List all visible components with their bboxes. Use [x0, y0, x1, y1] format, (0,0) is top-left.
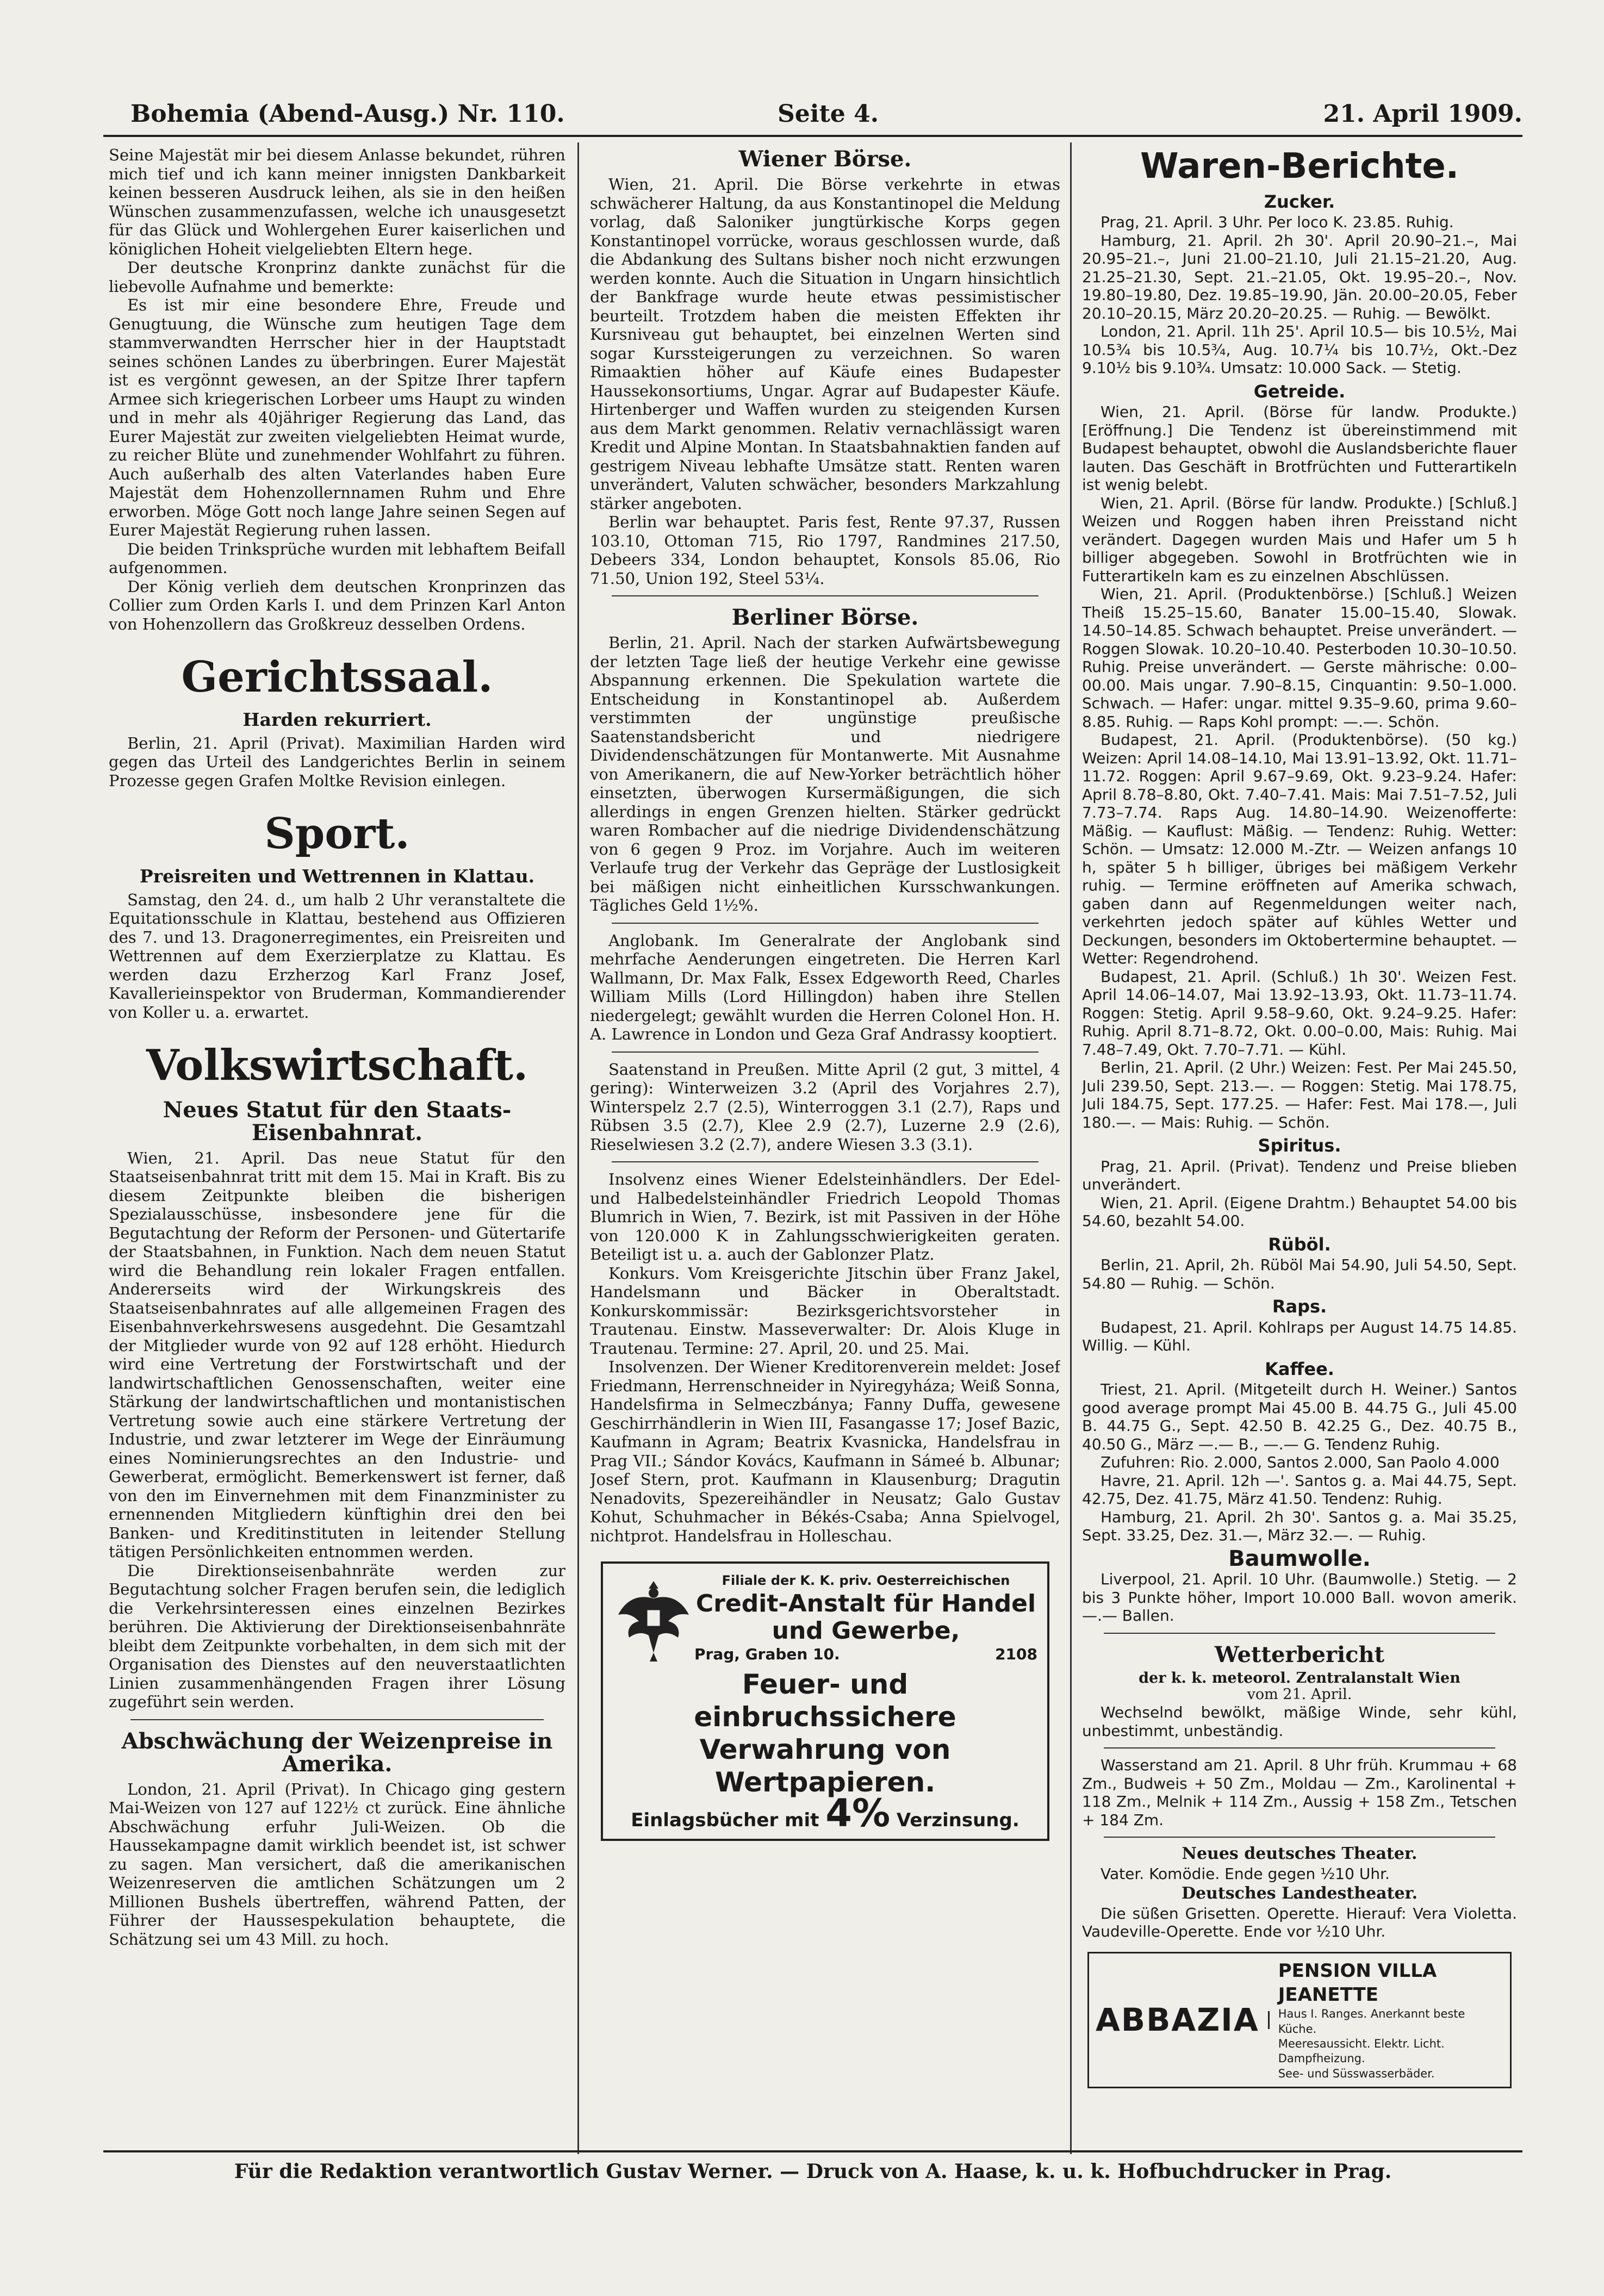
subsection-title-raps: Raps.	[1272, 1296, 1327, 1317]
article-paragraph: Anglobank. Im Generalrate der Anglobank sind mehrfache Aenderungen eingetreten. Die Herren Karl Wallmann, Dr. Max Falk, Essex Edgeworth Reed, Charles William Mills (Lord Hillingdon) haben ihre Stellen niedergelegt; gewählt wurden die Herren Colonel Hon. H. A. Lawrence in London und Geza Graf Andrassy kooptiert.	[590, 931, 1060, 1043]
eagle-emblem-icon	[613, 1571, 694, 1664]
article-paragraph: Wien, 21. April. Die Börse verkehrte in etwas schwächerer Haltung, da aus Konstantinopel die Meldung vorlag, daß Saloniker jungtürkische Korps gegen Konstantinopel vorrücke, woraus geschlossen wurde, daß die Abdankung des Sultans bisher noch nicht erzwungen werden konnte. Auch die Situation in Ungarn hinsichtlich der Bankfrage wurde heute etwas pessimistischer beurteilt. Trotzdem haben die meisten Effekten ihr Kursniveau gut behauptet, bei einzelnen Werten sind sogar Kurssteigerungen zu verzeichnen. So waren Rimaaktien höher auf Käufe eines Budapester Haussekonsortiums, Ungar. Agrar auf Budapester Käufe. Hirtenberger und Waffen wurden zu steigenden Kursen aus dem Markt genommen. Relativ vernachlässigt waren Kredit und Alpine Montan. In Staatsbahnaktien fanden auf gestrigem Niveau lebhafte Umsätze statt. Renten waren unverändert, Valuten schwächer, besonders Markzahlung stärker angeboten.	[590, 175, 1060, 513]
weather-forecast: Wechselnd bewölkt, mäßige Winde, sehr kühl, unbestimmt, unbeständig.	[1082, 1703, 1517, 1740]
subsection-title-baumwolle: Baumwolle.	[1228, 1546, 1371, 1571]
article-headline: Neues Statut für den Staats-Eisenbahnrat.	[163, 1097, 512, 1146]
bank-slogan: Feuer- und einbruchssichere Verwahrung von Wertpapieren.	[694, 1669, 956, 1799]
weather-source: der k. k. meteorol. Zentralanstalt Wien	[1139, 1669, 1460, 1687]
bank-deposit-suffix: Verzinsung.	[896, 1809, 1019, 1832]
column-left	[109, 146, 565, 2114]
article-paragraph: Berlin, 21. April (Privat). Maximilian Harden wird gegen das Urteil des Landgerichtes Berlin in seinem Prozesse gegen Grafen Moltke Revision einlegen.	[109, 733, 565, 790]
theater-program: Vater. Komödie. Ende gegen ½10 Uhr.	[1101, 1864, 1390, 1883]
bank-name: Credit-Anstalt für Handel und Gewerbe,	[695, 1589, 1036, 1645]
subsection-title-kaffee: Kaffee.	[1265, 1358, 1334, 1379]
pension-line: Meeresaussicht. Elektr. Licht. Dampfheizung.	[1278, 2037, 1445, 2065]
abbazia-logo: ABBAZIA	[1096, 2011, 1270, 2030]
theater-title: Deutsches Landestheater.	[1181, 1884, 1418, 1903]
market-report: Berlin, 21. April, 2h. Rüböl Mai 54.90, Juli 54.50, Sept. 54.80 — Ruhig. — Schön.	[1082, 1256, 1517, 1292]
separator-rule	[1104, 1747, 1495, 1749]
article-paragraph: Insolvenzen. Der Wiener Kreditorenverein meldet: Josef Friedmann, Herrenschneider in Nyiregyháza; Weiß Sonna, Handelsfirma in Selmeczbánya; Fanny Duffa, gewesene Geschirrhändlerin in Wien III, Fasangasse 17; Josef Bazic, Kaufmann in Agram; Beatrix Kvasnicka, Handelsfrau in Prag VII.; Sándor Kovács, Kaufmann in Sámeé b. Albunar; Josef Stern, prot. Kaufmann in Klausenburg; Dragutin Nenadovits, Spezereihändler in Neusatz; Galo Gustav Kohut, Schuhmacher in Békés-Csaba; Anna Spielvogel, nichtprot. Handelsfrau in Holleschau.	[590, 1358, 1060, 1545]
theater-title: Neues deutsches Theater.	[1182, 1844, 1418, 1864]
pension-line: See- und Süsswasserbäder.	[1278, 2067, 1435, 2080]
market-report: Prag, 21. April. 3 Uhr. Per loco K. 23.85. Ruhig.	[1101, 213, 1454, 232]
column-right	[1082, 146, 1517, 2114]
article-paragraph: Samstag, den 24. d., um halb 2 Uhr veranstaltete die Equitationsschule in Klattau, bestehend aus Offizieren des 7. und 13. Dragonerregimentes, ein Preisreiten und Wettrennen auf dem Exerzierplatze zu Klattau. Es werden dazu Erzherzog Karl Franz Josef, Kavallerieinspektor von Bruderman, Kommandierender von Koller u. a. erwartet.	[109, 890, 565, 1022]
separator-rule	[130, 1719, 544, 1720]
market-report: Triest, 21. April. (Mitgeteilt durch H. Weiner.) Santos good average prompt Mai 45.00 B. 44.75 G., Juli 45.00 B. 44.75 G., Sept. 42.50 B. 42.25 G., Dez. 40.75 B., 40.50 G., März —.— B., —.— G. Tendenz Ruhig.	[1082, 1380, 1517, 1453]
article-paragraph: Der deutsche Kronprinz dankte zunächst für die liebevolle Aufnahme und bemerkte:	[109, 258, 565, 296]
market-report: Wien, 21. April. (Börse für landw. Produkte.) [Schluß.] Weizen und Roggen haben ihren Preisstand nicht verändert. Dagegen wurden Mais und Hafer um 5 h billiger abgegeben. Sowohl in Brotfrüchten wie in Futterartikeln kam es zu einzelnen Abschlüssen.	[1082, 494, 1517, 585]
separator-rule	[612, 595, 1039, 596]
article-headline: Harden rekurriert.	[243, 708, 432, 730]
article-paragraph: Es ist mir eine besondere Ehre, Freude und Genugtuung, die Wünsche zum heutigen Tage dem stammverwandten Herrscher hier in der Hauptstadt seines schönen Landes zu überbringen. Eurer Majestät ist es vergönnt gewesen, an der Spitze Ihrer tapfern Armee sich kriegerischen Lorbeer ums Haupt zu winden und in mehr als 40jähriger Regierung das Land, das Eurer Majestät zur zweiten vielgeliebten Heimat wurde, zu reicher Blüte und zunehmender Wohlfahrt zu führen. Auch außerhalb des alten Vaterlandes haben Eure Majestät dem Hohenzollernnamen Ruhm und Ehre erworben. Möge Gott noch lange Jahre seinen Segen auf Eurer Majestät Regierung ruhen lassen.	[109, 296, 565, 539]
article-paragraph: Seine Majestät mir bei diesem Anlasse bekundet, rühren mich tief und ich kann meiner innigsten Dankbarkeit keinen besseren Ausdruck leihen, als sie in den heißen Wünschen zusammenzufassen, welche ich unausgesetzt für das Glück und Wohlergehen Eurer kaiserlichen und königlichen Hoheit vielgeliebten Eltern hege.	[109, 146, 565, 258]
pension-name: PENSION VILLA JEANETTE	[1278, 1959, 1437, 2006]
market-report: Hamburg, 21. April. 2h 30'. Santos g. a. Mai 35.25, Sept. 33.25, Dez. 31.—, März 32.—. — Ruhig.	[1082, 1508, 1517, 1545]
market-report: Budapest, 21. April. (Produktenbörse). (50 kg.) Weizen: April 14.08–14.10, Mai 13.91–13.92, Okt. 11.71–11.72. Roggen: April 9.67–9.69, Okt. 9.23–9.24. Hafer: April 8.78–8.80, Okt. 7.40–7.41. Mais: Mai 7.51–7.52, Juli 7.73–7.74. Raps Aug. 14.80–14.90. Weizenofferte: Mäßig. — Kauflust: Mäßig. — Tendenz: Ruhig. Wetter: Schön. — Umsatz: 12.000 M.-Ztr. — Weizen anfangs 10 h, später 5 h billiger, übriges bei mäßigem Verkehr ruhig. — Termine eröffneten auf Amerika schwach, gaben dann auf Regenmeldungen weiter nach, verkehrten jedoch später auf kühles Wetter und Deckungen, besonders im Oktobertermine behauptet. — Wetter: Regendrohend.	[1082, 731, 1517, 968]
subsection-title-getreide: Getreide.	[1253, 381, 1346, 402]
separator-rule	[1104, 1633, 1495, 1634]
bank-interest-rate: 4%	[825, 1791, 891, 1836]
market-report: Berlin, 21. April. (2 Uhr.) Weizen: Fest. Per Mai 245.50, Juli 239.50, Sept. 213.—. — Roggen: Stetig. Mai 178.75, Juli 184.75, Sept. 177.25. — Hafer: Fest. Mai 178.—, Juli 180.—. — Mais: Ruhig. — Schön.	[1082, 1059, 1517, 1131]
subsection-title-zucker: Zucker.	[1264, 191, 1335, 212]
article-paragraph: Die Direktionseisenbahnräte werden zur Begutachtung solcher Fragen berufen sein, die lediglich die Verkehrsinteressen eines einzelnen Bezirkes berühren. Die Aktivierung der Direktionseisenbahnräte bleibt dem Zeitpunkte vorbehalten, in dem sich mit der Organisation des Dienstes auf den neuverstaatlichten Linien zusammenhängenden Fragen ihrer Lösung zugeführt sein werden.	[109, 1561, 565, 1712]
subsection-title-rueboel: Rüböl.	[1268, 1234, 1331, 1255]
theater-program: Die süßen Grisetten. Operette. Hierauf: Vera Violetta. Vaudeville-Operette. Ende vor ½10 Uhr.	[1082, 1904, 1517, 1941]
column-divider-1	[577, 142, 579, 2154]
separator-rule	[1104, 1837, 1495, 1838]
column-middle	[590, 146, 1060, 2114]
section-title-waren-berichte: Waren-Berichte.	[1140, 146, 1459, 186]
column-divider-2	[1070, 142, 1072, 2154]
bank-phone: 2108	[995, 1645, 1037, 1663]
market-report: Wien, 21. April. (Börse für landw. Produkte.) [Eröffnung.] Die Tendenz ist übereinstimmend mit Budapest behauptet, obwohl die Auslandsberichte flauer lauten. Das Geschäft in Brotfrüchten und Futterartikeln ist wenig belebt.	[1082, 403, 1517, 494]
bank-address: Prag, Graben 10.	[694, 1645, 840, 1663]
market-report: London, 21. April. 11h 25'. April 10.5— bis 10.5½, Mai 10.5¾ bis 10.5¾, Aug. 10.7¼ bis 10.7½, Okt.-Dez 9.10½ bis 9.10¾. Umsatz: 10.000 Sack. — Stetig.	[1082, 322, 1517, 377]
page-header	[103, 97, 1522, 137]
section-title-wiener-boerse: Wiener Börse.	[738, 146, 912, 172]
article-headline: Preisreiten und Wettrennen in Klattau.	[139, 865, 535, 887]
pension-advertisement	[1087, 1952, 1512, 2088]
separator-rule	[612, 1161, 1039, 1162]
header-page-number: Seite 4.	[778, 100, 879, 128]
market-report: Budapest, 21. April. Kohlraps per August 14.75 14.85. Willig. — Kühl.	[1082, 1318, 1517, 1355]
section-title-sport: Sport.	[264, 809, 410, 859]
article-paragraph: Saatenstand in Preußen. Mitte April (2 gut, 3 mittel, 4 gering): Winterweizen 3.2 (April des Vorjahres 2.7), Winterspelz 2.7 (2.5), Winterroggen 3.1 (2.7), Raps und Rübsen 3.5 (2.7), Klee 2.9 (2.7), Luzerne 2.9 (2.6), Rieselwiesen 3.2 (2.7), andere Wiesen 3.3 (3.1).	[590, 1060, 1060, 1154]
header-issue: Bohemia (Abend-Ausg.) Nr. 110.	[130, 100, 565, 128]
section-title-wetterbericht: Wetterbericht	[1214, 1641, 1385, 1667]
section-title-gerichtssaal: Gerichtssaal.	[181, 652, 493, 702]
pension-line: Haus I. Ranges. Anerkannt beste Küche.	[1278, 2007, 1465, 2036]
subsection-title-spiritus: Spiritus.	[1258, 1135, 1341, 1156]
article-paragraph: London, 21. April (Privat). In Chicago ging gestern Mai-Weizen von 127 auf 122½ ct zurück. Eine ähnliche Abschwächung erfuhr Juli-Weizen. Ob die Haussekampagne damit wirklich beendet ist, ist schwer zu sagen. Man versichert, daß die amerikanischen Weizenreserven die amtlichen Schätzungen um 2 Millionen Bushels übertreffen, während Patten, der Führer der Haussespekulation behauptete, die Schätzung sei um 43 Mill. zu hoch.	[109, 1779, 565, 1949]
section-title-volkswirtschaft: Volkswirtschaft.	[146, 1041, 529, 1091]
market-report: Prag, 21. April. (Privat). Tendenz und Preise blieben unverändert.	[1082, 1157, 1517, 1194]
bank-deposit-label: Einlagsbücher mit	[631, 1809, 819, 1832]
separator-rule	[612, 923, 1039, 924]
article-paragraph: Konkurs. Vom Kreisgerichte Jitschin über Franz Jakel, Handelsmann und Bäcker in Oberaltstadt. Konkurskommissär: Bezirksgerichtsvorsteher in Trautenau. Einstw. Masseverwalter: Dr. Alois Kluge in Trautenau. Termine: 27. April, 20. und 25. Mai.	[590, 1264, 1060, 1358]
bank-branch-label: Filiale der K. K. priv. Oesterreichischen	[722, 1573, 1010, 1588]
market-report: Wien, 21. April. (Produktenbörse.) [Schluß.] Weizen Theiß 15.25–15.60, Banater 15.00–15.40, Slowak. 14.50–14.85. Schwach behauptet. Preise unverändert. — Roggen Slowak. 10.20–10.40. Pesterboden 10.30–10.50. Ruhig. Preise unverändert. — Gerste mährische: 0.00–00.00. Mais ungar. 7.90–8.15, Cinquantin: 9.50–1.000. Schwach. — Hafer: ungar. mittel 9.35–9.60, prima 9.60–8.85. Ruhig. — Raps Kohl prompt: —.—. Schön.	[1082, 585, 1517, 731]
article-paragraph: Insolvenz eines Wiener Edelsteinhändlers. Der Edel- und Halbedelsteinhändler Friedrich Leopold Thomas Blumrich in Wien, 7. Bezirk, ist mit Passiven in der Höhe von 120.000 K in Zahlungsschwierigkeiten geraten. Beteiligt ist u. a. auch der Gablonzer Platz.	[590, 1170, 1060, 1264]
header-date: 21. April 1909.	[1323, 100, 1522, 128]
section-title-berliner-boerse: Berliner Börse.	[731, 605, 919, 630]
article-paragraph: Die beiden Trinksprüche wurden mit lebhaftem Beifall aufgenommen.	[109, 539, 565, 577]
article-paragraph: Berlin war behauptet. Paris fest, Rente 97.37, Russen 103.10, Ottoman 715, Rio 1797, Randmines 217.50, Debeers 334, London behauptet, Konsols 85.06, Rio 71.50, Union 192, Steel 53¼.	[590, 513, 1060, 588]
market-report: Hamburg, 21. April. 2h 30'. April 20.90–21.–, Mai 20.95–21.–, Juni 21.00–21.10, Juli 21.15–21.20, Aug. 21.25–21.30, Sept. 21.–21.05, Okt. 19.95–20.–, Nov. 19.80–19.80, Dez. 19.85–19.90, Jän. 20.00–20.05, Feber 20.10–20.15, März 20.20–20.25. — Ruhig. — Bewölkt.	[1082, 231, 1517, 322]
bank-advertisement	[601, 1561, 1049, 1841]
weather-date: vom 21. April.	[1247, 1686, 1352, 1703]
article-paragraph: Berlin, 21. April. Nach der starken Aufwärtsbewegung der letzten Tage ließ der heutige Verkehr eine gewisse Abspannung erkennen. Die Spekulation wartete die Entscheidung in Konstantinopel ab. Außerdem verstimmten der ungünstige preußische Saatenstandsbericht und niedrigere Dividendenschätzungen für Montanwerte. Mit Ausnahme von Amerikanern, die auf New-Yorker beträchtlich höher einsetzten, überwogen Kursermäßigungen, die sich allerdings in engen Grenzen hielten. Stärker gedrückt waren Rombacher auf die niedrige Dividendenschätzung von 6 gegen 9 Proz. im Vorjahre. Auch im weiteren Verlaufe trug der Verkehr das Gepräge der Lustlosigkeit bei mäßigen nicht einheitlichen Kursschwankungen. Tägliches Geld 1½%.	[590, 633, 1060, 914]
page-footer-imprint: Für die Redaktion verantwortlich Gustav Werner. — Druck von A. Haase, k. u. k. Hofbuchdrucker in Prag.	[103, 2150, 1522, 2183]
water-level-report: Wasserstand am 21. April. 8 Uhr früh. Krummau + 68 Zm., Budweis + 50 Zm., Moldau — Zm., Karolinental + 118 Zm., Melnik + 114 Zm., Aussig + 158 Zm., Tetschen + 184 Zm.	[1082, 1756, 1517, 1829]
separator-rule	[612, 1051, 1039, 1053]
article-paragraph: Wien, 21. April. Das neue Statut für den Staatseisenbahnrat tritt mit dem 15. Mai in Kraft. Bis zu diesem Zeitpunkte bleiben die bisherigen Spezialausschüsse, insbesondere jene für die Begutachtung der Reform der Personen- und Gütertarife der Staatsbahnen, in Funktion. Nach dem neuen Statut wird die Behandlung rein lokaler Fragen entfallen. Andererseits wird der Wirkungskreis des Staatseisenbahnrates auf alle allgemeinen Fragen des Eisenbahnverkehrswesens ausgedehnt. Die Gesamtzahl der Mitglieder wurde von 92 auf 128 erhöht. Hiedurch wird eine Vertretung der Forstwirtschaft und der landwirtschaftlichen Genossenschaften, weiter eine Stärkung der landwirtschaftlichen und montanistischen Vertretung sowie auch eine stärkere Vertretung der Industrie, und zwar letzterer im Wege der Einräumung eines Nominierungsrechtes an den Industrie- und Gewerberat, ermöglicht. Bemerkenswert ist ferner, daß von den im Einvernehmen mit dem Finanzminister zu ernennenden Mitgliedern künftighin drei den bei Banken- und Kreditinstituten in leitender Stellung tätigen Persönlichkeiten entnommen werden.	[109, 1148, 565, 1561]
market-report: Havre, 21. April. 12h —'. Santos g. a. Mai 44.75, Sept. 42.75, Dez. 41.75, März 41.50. Tendenz: Ruhig.	[1082, 1471, 1517, 1508]
market-report: Liverpool, 21. April. 10 Uhr. (Baumwolle.) Stetig. — 2 bis 3 Punkte höher, Import 10.000 Ball. wovon amerik. —.— Ballen.	[1082, 1570, 1517, 1625]
market-report: Wien, 21. April. (Eigene Drahtm.) Behauptet 54.00 bis 54.60, bezahlt 54.00.	[1082, 1193, 1517, 1230]
article-headline: Abschwächung der Weizenpreise in Amerika.	[121, 1728, 553, 1777]
article-paragraph: Der König verlieh dem deutschen Kronprinzen das Collier zum Orden Karls I. und dem Prinzen Karl Anton von Hohenzollern das Großkreuz desselben Ordens.	[109, 577, 565, 633]
market-report: Budapest, 21. April. (Schluß.) 1h 30'. Weizen Fest. April 14.06–14.07, Mai 13.92–13.93, Okt. 11.73–11.74. Roggen: Stetig. April 9.58–9.60, Okt. 9.24–9.25. Hafer: Ruhig. April 8.71–8.72, Okt. 0.00–0.00, Mais: Ruhig. Mai 7.48–7.49, Okt. 7.70–7.71. — Kühl.	[1082, 967, 1517, 1059]
market-report: Zufuhren: Rio. 2.000, Santos 2.000, San Paolo 4.000	[1101, 1453, 1500, 1472]
